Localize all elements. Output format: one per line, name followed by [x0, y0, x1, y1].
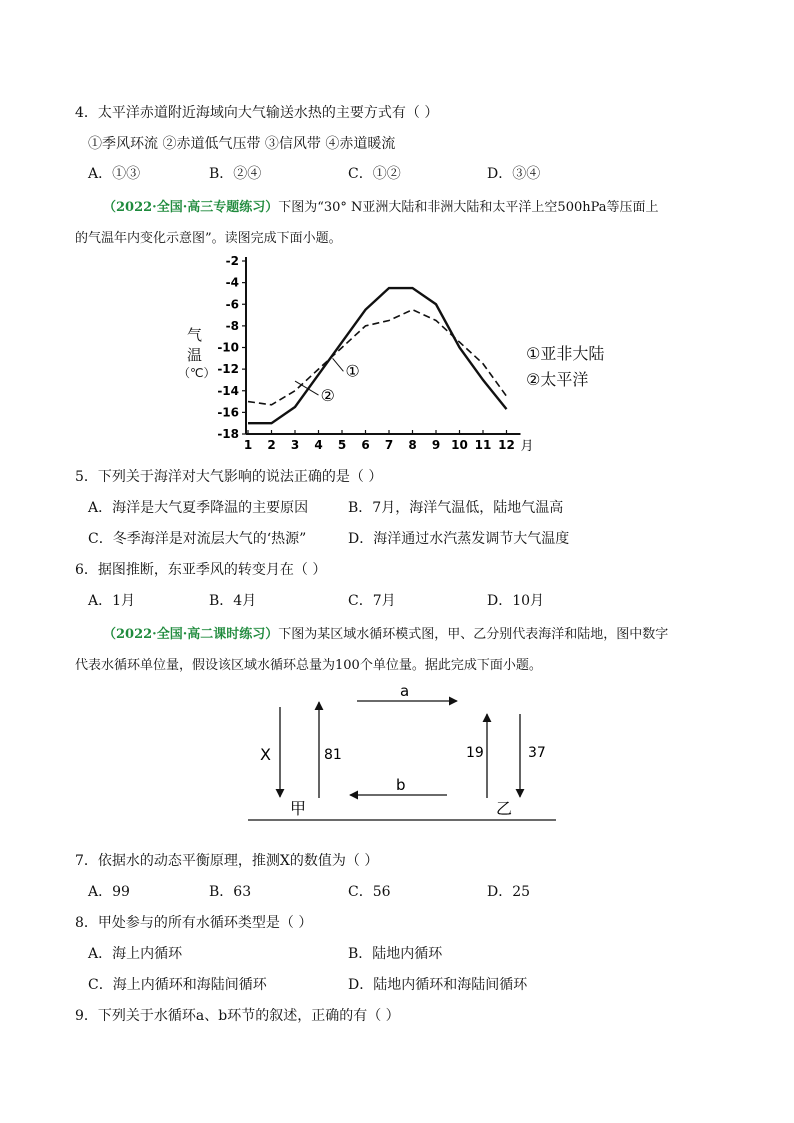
q9-stem: 9．下列关于水循环a、b环节的叙述，正确的有（ ） [75, 1008, 400, 1024]
intro1-text1: 下图为“30° N亚洲大陆和非洲大陆和太平洋上空500hPa等压面上 [278, 200, 659, 215]
q5-stem: 5．下列关于海洋对大气影响的说法正确的是（ ） [75, 469, 383, 485]
callout-marker-2: ② [320, 386, 335, 406]
q5-option-b: B．7月，海洋气温低，陆地气温高 [348, 500, 564, 516]
chart-axes [242, 257, 521, 434]
label-81: 81 [324, 747, 342, 763]
label-b: b [396, 776, 406, 794]
q4-option-d: D．③④ [487, 166, 541, 182]
chart-series [248, 288, 507, 423]
q4-option-a: A．①③ [88, 166, 141, 182]
x-tick-label: 5 [337, 438, 347, 452]
chart-ylabel-unit: （℃） [178, 366, 216, 380]
x-tick-label: 4 [314, 438, 323, 452]
y-tick-label: -12 [217, 362, 239, 377]
q7-option-c: C．56 [348, 884, 391, 900]
x-tick-label: 7 [384, 438, 394, 452]
intro2-text1: 下图为某区域水循环模式图，甲、乙分别代表海洋和陆地，图中数字 [278, 627, 669, 642]
x-tick-label: 12 [498, 438, 515, 452]
y-tick-label: -2 [225, 254, 239, 268]
q7-stem: 7．依据水的动态平衡原理，推测X的数值为（ ） [75, 853, 379, 869]
y-tick-label: -10 [217, 340, 239, 355]
label-x: X [260, 745, 271, 764]
chart-legend-item-2: ②太平洋 [526, 370, 589, 389]
q4-option-c: C．①② [348, 166, 401, 182]
y-tick-label: -8 [225, 318, 239, 333]
q8-option-b: B．陆地内循环 [348, 946, 443, 962]
q5-option-d: D．海洋通过水汽蒸发调节大气温度 [348, 531, 570, 547]
q7-option-a: A．99 [88, 884, 130, 900]
q4-option-b: B．②④ [209, 166, 262, 182]
q7-option-b: B．63 [209, 884, 252, 900]
label-37: 37 [528, 745, 546, 761]
q4-items: ①季风环流 ②赤道低气压带 ③信风带 ④赤道暖流 [88, 136, 396, 152]
y-tick-label: -6 [225, 297, 239, 312]
intro2-line1 [103, 623, 668, 642]
q7-option-d: D．25 [487, 884, 531, 900]
q4-stem: 4．太平洋赤道附近海域向大气输送水热的主要方式有（ ） [75, 105, 439, 121]
y-tick-label: -4 [225, 275, 239, 290]
q8-option-a: A．海上内循环 [88, 946, 183, 962]
label-19: 19 [466, 745, 484, 761]
x-tick-label: 9 [431, 438, 441, 452]
q8-stem: 8．甲处参与的所有水循环类型是（ ） [75, 915, 313, 931]
x-tick-label: 8 [408, 438, 417, 452]
q5-option-a: A．海洋是大气夏季降温的主要原因 [88, 500, 309, 516]
x-tick-label: 10 [451, 438, 468, 452]
q6-option-a: A．1月 [88, 593, 136, 609]
chart-legend-item-1: ①亚非大陆 [526, 344, 605, 363]
series-line-1 [248, 288, 507, 423]
y-tick-label: -14 [217, 383, 239, 398]
x-tick-label: 3 [290, 438, 300, 452]
intro2-text2: 代表水循环单位量，假设该区域水循环总量为100个单位量。据此完成下面小题。 [75, 658, 542, 673]
q8-option-d: D．陆地内循环和海陆间循环 [348, 977, 528, 993]
q6-stem: 6．据图推断，东亚季风的转变月在（ ） [75, 562, 327, 578]
intro1-line1 [103, 196, 659, 215]
x-axis-label: 月 [520, 439, 534, 454]
q6-option-b: B．4月 [209, 593, 257, 609]
chart-ylabel-line1: 气 [187, 326, 203, 344]
q5-option-c: C．冬季海洋是对流层大气的‘热源” [88, 531, 307, 547]
label-jia: 甲 [290, 799, 307, 818]
intro2-source: （2022·全国·高二课时练习） [103, 627, 279, 642]
water-cycle-diagram [240, 680, 570, 830]
label-a: a [400, 682, 410, 700]
callout-line-1 [333, 358, 344, 371]
callout-marker-1: ① [345, 361, 360, 381]
x-tick-label: 6 [361, 438, 370, 452]
q6-option-d: D．10月 [487, 593, 545, 609]
y-tick-label: -16 [217, 405, 239, 420]
x-tick-label: 2 [267, 438, 276, 452]
x-tick-label: 11 [474, 438, 492, 452]
q8-option-c: C．海上内循环和海陆间循环 [88, 977, 267, 993]
q6-option-c: C．7月 [348, 593, 396, 609]
label-yi: 乙 [496, 799, 513, 818]
x-tick-label: 1 [243, 438, 253, 452]
intro1-source: （2022·全国·高三专题练习） [103, 200, 279, 215]
intro1-text2: 的气温年内变化示意图”。读图完成下面小题。 [75, 231, 342, 246]
chart-ylabel-line2: 温 [187, 346, 203, 364]
y-tick-label: -18 [217, 427, 239, 441]
